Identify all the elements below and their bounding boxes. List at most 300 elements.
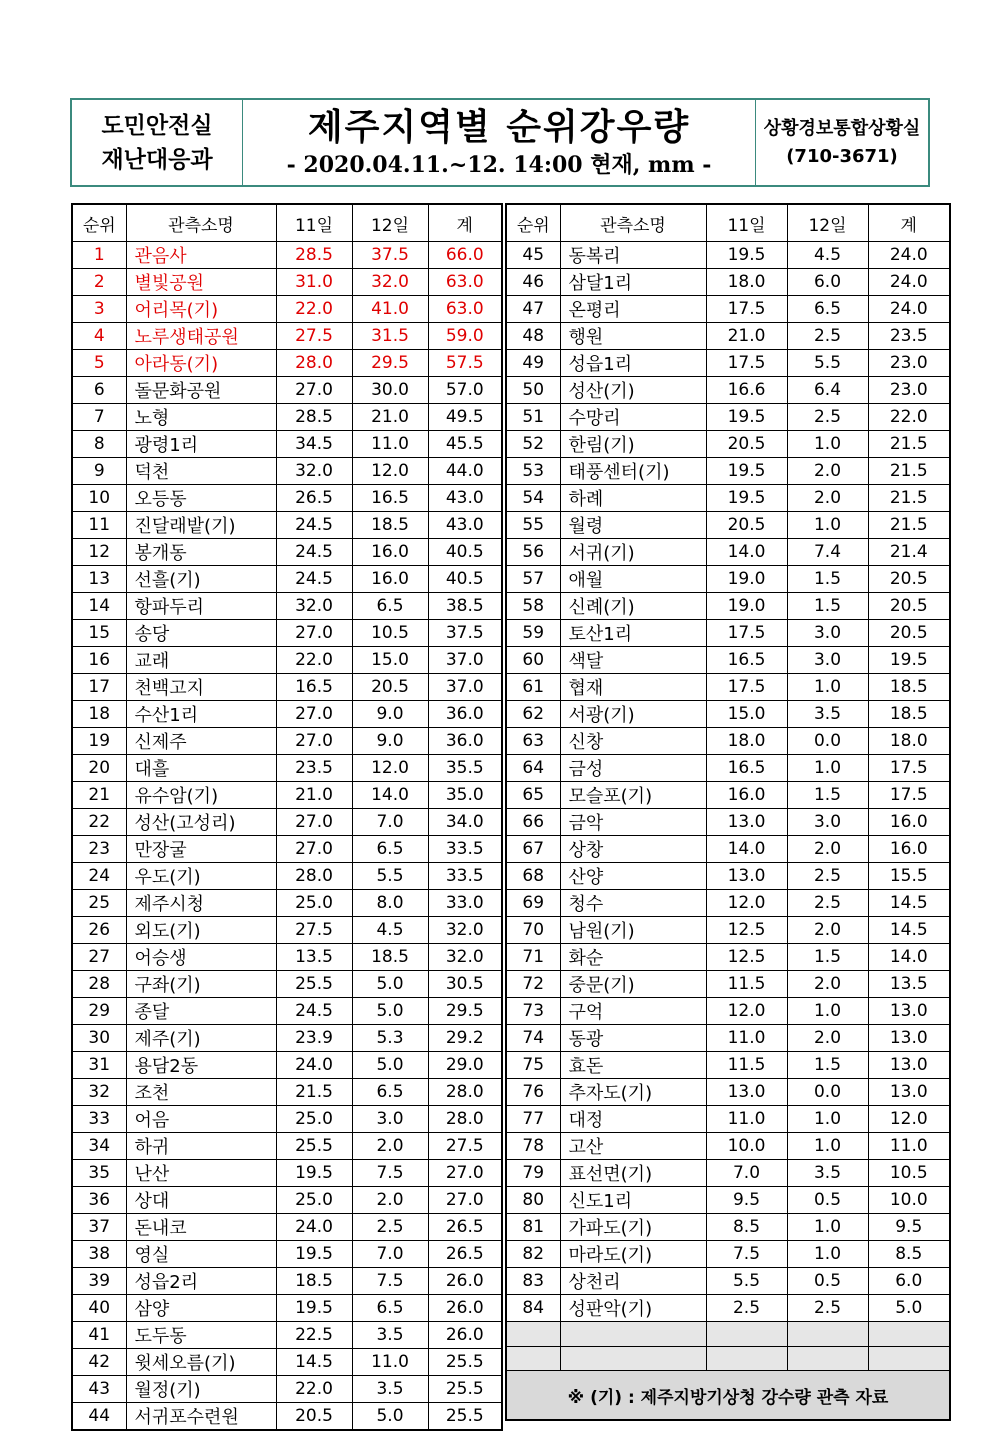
rank-cell: 10 [72,485,126,512]
total-cell: 21.5 [868,431,950,458]
table-row [72,836,502,863]
table-row [506,296,950,323]
total-cell: 5.0 [868,1295,950,1322]
table-row [506,1160,950,1187]
station-name-cell: 금악 [560,809,706,836]
table-row [506,1187,950,1214]
rank-cell: 7 [72,404,126,431]
station-name-cell: 돌문화공원 [126,377,276,404]
total-cell: 32.0 [428,944,502,971]
total-cell: 29.5 [428,998,502,1025]
total-cell: 63.0 [428,296,502,323]
table-row [506,728,950,755]
station-name-cell: 고산 [560,1133,706,1160]
rank-cell: 52 [506,431,560,458]
table-row [506,323,950,350]
day11-cell: 28.5 [276,404,352,431]
total-cell: 25.5 [428,1349,502,1376]
rank-cell: 14 [72,593,126,620]
department-line-1: 도민안전실 [101,112,213,139]
total-cell: 35.0 [428,782,502,809]
department-line-2: 재난대응과 [101,146,213,173]
rank-cell: 70 [506,917,560,944]
day11-cell: 27.0 [276,809,352,836]
rank-cell: 44 [72,1403,126,1431]
rainfall-table-left [71,203,503,1431]
table-row [506,647,950,674]
total-cell: 6.0 [868,1268,950,1295]
day11-cell: 19.5 [706,485,787,512]
table-row [72,674,502,701]
total-cell: 10.5 [868,1160,950,1187]
day11-cell: 12.0 [706,890,787,917]
day11-cell: 26.5 [276,485,352,512]
rank-cell: 66 [506,809,560,836]
day12-cell: 5.5 [787,350,868,377]
station-name-cell: 남원(기) [560,917,706,944]
total-cell: 57.0 [428,377,502,404]
day11-cell: 27.5 [276,323,352,350]
day12-cell: 32.0 [352,269,428,296]
day12-cell: 2.5 [787,1295,868,1322]
rank-cell: 42 [72,1349,126,1376]
table-row [506,701,950,728]
total-cell: 21.5 [868,458,950,485]
station-name-cell: 하례 [560,485,706,512]
station-name-cell: 상천리 [560,1268,706,1295]
table-row [506,458,950,485]
day12-cell: 2.0 [352,1133,428,1160]
table-row [72,1241,502,1268]
table-row [506,1025,950,1052]
table-row [506,242,950,269]
day11-cell: 12.0 [706,998,787,1025]
day12-cell: 1.0 [787,755,868,782]
day12-cell: 7.5 [352,1160,428,1187]
day12-cell: 3.0 [787,647,868,674]
day11-cell: 18.5 [276,1268,352,1295]
day12-cell: 2.0 [787,458,868,485]
day11-cell: 21.5 [276,1079,352,1106]
empty-cell [706,1322,787,1347]
station-name-cell: 외도(기) [126,917,276,944]
total-cell: 18.0 [868,728,950,755]
day12-cell: 3.5 [787,701,868,728]
rank-cell: 80 [506,1187,560,1214]
rank-cell: 34 [72,1133,126,1160]
day11-cell: 27.0 [276,701,352,728]
table-row [72,539,502,566]
rank-cell: 23 [72,836,126,863]
table-row [506,782,950,809]
day11-cell: 13.5 [276,944,352,971]
day11-cell: 16.5 [706,755,787,782]
station-name-cell: 관음사 [126,242,276,269]
total-cell: 13.0 [868,1025,950,1052]
day11-cell: 27.0 [276,836,352,863]
day11-cell: 12.5 [706,917,787,944]
station-name-cell: 삼양 [126,1295,276,1322]
station-name-cell: 추자도(기) [560,1079,706,1106]
total-cell: 28.0 [428,1106,502,1133]
day11-cell: 23.5 [276,755,352,782]
day12-cell: 21.0 [352,404,428,431]
day11-cell: 13.0 [706,809,787,836]
day12-cell: 1.0 [787,674,868,701]
station-name-cell: 서광(기) [560,701,706,728]
total-cell: 33.5 [428,863,502,890]
station-name-cell: 항파두리 [126,593,276,620]
day12-cell: 2.5 [787,890,868,917]
total-cell: 25.5 [428,1403,502,1431]
day12-cell: 1.5 [787,1052,868,1079]
rank-cell: 20 [72,755,126,782]
total-cell: 21.4 [868,539,950,566]
total-cell: 16.0 [868,809,950,836]
rainfall-table-right [505,203,951,1421]
day11-cell: 25.0 [276,1106,352,1133]
station-name-cell: 만장굴 [126,836,276,863]
total-cell: 18.5 [868,674,950,701]
total-cell: 26.0 [428,1322,502,1349]
rank-cell: 27 [72,944,126,971]
rank-cell: 62 [506,701,560,728]
day12-cell: 7.0 [352,809,428,836]
day12-cell: 15.0 [352,647,428,674]
rank-cell: 30 [72,1025,126,1052]
day12-cell: 6.5 [352,1295,428,1322]
station-name-cell: 제주시청 [126,890,276,917]
station-name-cell: 태풍센터(기) [560,458,706,485]
rank-cell: 25 [72,890,126,917]
table-row [72,1403,502,1431]
rank-cell: 58 [506,593,560,620]
station-name-cell: 청수 [560,890,706,917]
station-name-cell: 천백고지 [126,674,276,701]
station-name-cell: 금성 [560,755,706,782]
rank-cell: 9 [72,458,126,485]
station-name-cell: 동복리 [560,242,706,269]
total-cell: 9.5 [868,1214,950,1241]
table-header-row [506,204,950,242]
day12-cell: 9.0 [352,701,428,728]
day11-cell: 22.0 [276,647,352,674]
empty-cell [868,1346,950,1371]
empty-cell [560,1346,706,1371]
station-name-cell: 구억 [560,998,706,1025]
rank-cell: 19 [72,728,126,755]
rank-cell: 71 [506,944,560,971]
day12-cell: 0.5 [787,1187,868,1214]
day12-cell: 1.0 [787,1106,868,1133]
page-title: 제주지역별 순위강우량 [307,106,691,148]
table-row [72,1025,502,1052]
total-cell: 44.0 [428,458,502,485]
station-name-cell: 효돈 [560,1052,706,1079]
rank-cell: 39 [72,1268,126,1295]
station-name-cell: 산양 [560,863,706,890]
day11-cell: 17.5 [706,296,787,323]
day12-cell: 2.5 [352,1214,428,1241]
empty-row [506,1346,950,1371]
rank-cell: 76 [506,1079,560,1106]
station-name-cell: 종달 [126,998,276,1025]
day12-cell: 29.5 [352,350,428,377]
rank-cell: 28 [72,971,126,998]
table-row [506,971,950,998]
station-name-cell: 진달래밭(기) [126,512,276,539]
total-cell: 20.5 [868,620,950,647]
total-cell: 66.0 [428,242,502,269]
day11-cell: 17.5 [706,674,787,701]
table-row [506,755,950,782]
table-row [506,836,950,863]
total-cell: 45.5 [428,431,502,458]
day11-cell: 19.5 [276,1295,352,1322]
station-name-cell: 월정(기) [126,1376,276,1403]
table-row [72,593,502,620]
rank-cell: 64 [506,755,560,782]
office-phone: (710-3671) [786,145,898,167]
rank-cell: 82 [506,1241,560,1268]
table-row [72,863,502,890]
total-cell: 13.0 [868,998,950,1025]
station-name-cell: 성판악(기) [560,1295,706,1322]
station-name-cell: 월령 [560,512,706,539]
day11-cell: 19.5 [276,1160,352,1187]
station-name-cell: 어승생 [126,944,276,971]
table-row [72,1187,502,1214]
rank-cell: 17 [72,674,126,701]
total-cell: 34.0 [428,809,502,836]
table-row [72,701,502,728]
station-name-cell: 화순 [560,944,706,971]
day11-cell: 19.5 [706,242,787,269]
table-row [72,971,502,998]
day12-cell: 2.0 [787,917,868,944]
day12-cell: 2.0 [787,1025,868,1052]
table-row [72,755,502,782]
table-row [72,1133,502,1160]
station-name-cell: 상창 [560,836,706,863]
rank-cell: 21 [72,782,126,809]
total-cell: 49.5 [428,404,502,431]
total-cell: 10.0 [868,1187,950,1214]
table-row [506,1241,950,1268]
table-row [506,1268,950,1295]
station-name-cell: 아라동(기) [126,350,276,377]
table-row [506,944,950,971]
day12-cell: 1.5 [787,593,868,620]
rank-cell: 78 [506,1133,560,1160]
rank-cell: 57 [506,566,560,593]
day12-cell: 6.5 [352,836,428,863]
table-row [506,404,950,431]
table-row [72,782,502,809]
day11-cell: 31.0 [276,269,352,296]
day11-cell: 20.5 [706,431,787,458]
table-row [72,431,502,458]
station-name-cell: 덕천 [126,458,276,485]
table-row [72,647,502,674]
station-name-cell: 서귀(기) [560,539,706,566]
rank-cell: 15 [72,620,126,647]
total-cell: 38.5 [428,593,502,620]
station-name-cell: 상대 [126,1187,276,1214]
total-cell: 35.5 [428,755,502,782]
day11-cell: 14.5 [276,1349,352,1376]
total-cell: 36.0 [428,701,502,728]
total-cell: 40.5 [428,539,502,566]
day12-cell: 14.0 [352,782,428,809]
total-cell: 8.5 [868,1241,950,1268]
day12-cell: 2.5 [787,863,868,890]
station-name-cell: 애월 [560,566,706,593]
day12-cell: 5.0 [352,971,428,998]
total-cell: 17.5 [868,782,950,809]
empty-cell [868,1322,950,1347]
office-box [756,100,928,185]
station-name-cell: 수망리 [560,404,706,431]
day11-cell: 8.5 [706,1214,787,1241]
table-row [72,512,502,539]
day12-cell: 2.0 [787,971,868,998]
table-row [506,863,950,890]
table-row [72,1268,502,1295]
table-row [72,242,502,269]
day12-cell: 11.0 [352,1349,428,1376]
table-row [506,1295,950,1322]
table-row [72,269,502,296]
rank-cell: 43 [72,1376,126,1403]
rank-cell: 26 [72,917,126,944]
rank-cell: 75 [506,1052,560,1079]
rank-cell: 2 [72,269,126,296]
rank-cell: 55 [506,512,560,539]
total-cell: 63.0 [428,269,502,296]
day11-cell: 11.0 [706,1106,787,1133]
rank-cell: 46 [506,269,560,296]
table-row [72,620,502,647]
station-name-cell: 영실 [126,1241,276,1268]
table-row [506,566,950,593]
rank-cell: 33 [72,1106,126,1133]
day12-cell: 16.0 [352,566,428,593]
day12-cell: 11.0 [352,431,428,458]
day12-cell: 12.0 [352,755,428,782]
station-name-cell: 봉개동 [126,539,276,566]
total-cell: 14.0 [868,944,950,971]
table-row [506,1214,950,1241]
day12-cell: 3.5 [787,1160,868,1187]
col-day11-header: 11일 [276,204,352,242]
rank-cell: 16 [72,647,126,674]
day11-cell: 22.0 [276,1376,352,1403]
table-row [506,1133,950,1160]
rank-cell: 60 [506,647,560,674]
station-name-cell: 어리목(기) [126,296,276,323]
station-name-cell: 성산(기) [560,377,706,404]
day12-cell: 30.0 [352,377,428,404]
table-row [72,1349,502,1376]
empty-cell [787,1322,868,1347]
col-day12-header: 12일 [352,204,428,242]
table-row [72,998,502,1025]
table-header-row [72,204,502,242]
rank-cell: 50 [506,377,560,404]
station-name-cell: 서귀포수련원 [126,1403,276,1431]
total-cell: 57.5 [428,350,502,377]
total-cell: 25.5 [428,1376,502,1403]
day11-cell: 18.0 [706,728,787,755]
day12-cell: 31.5 [352,323,428,350]
table-row [506,1106,950,1133]
table-row [72,1295,502,1322]
rank-cell: 77 [506,1106,560,1133]
day11-cell: 25.5 [276,1133,352,1160]
station-name-cell: 마라도(기) [560,1241,706,1268]
day11-cell: 19.0 [706,593,787,620]
total-cell: 37.0 [428,647,502,674]
table-row [72,1079,502,1106]
station-name-cell: 별빛공원 [126,269,276,296]
day12-cell: 12.0 [352,458,428,485]
station-name-cell: 동광 [560,1025,706,1052]
day11-cell: 16.5 [276,674,352,701]
day11-cell: 16.6 [706,377,787,404]
table-row [72,1214,502,1241]
table-row [72,377,502,404]
rank-cell: 47 [506,296,560,323]
day11-cell: 14.0 [706,539,787,566]
total-cell: 33.0 [428,890,502,917]
day12-cell: 1.0 [787,1214,868,1241]
table-row [506,1052,950,1079]
station-name-cell: 선흘(기) [126,566,276,593]
table-row [72,917,502,944]
station-name-cell: 중문(기) [560,971,706,998]
rank-cell: 41 [72,1322,126,1349]
table-row [72,728,502,755]
table-row [506,377,950,404]
station-name-cell: 대흘 [126,755,276,782]
day11-cell: 24.5 [276,566,352,593]
station-name-cell: 노형 [126,404,276,431]
total-cell: 40.5 [428,566,502,593]
day11-cell: 25.5 [276,971,352,998]
day11-cell: 22.0 [276,296,352,323]
table-row [72,404,502,431]
rank-cell: 68 [506,863,560,890]
total-cell: 12.0 [868,1106,950,1133]
day12-cell: 10.5 [352,620,428,647]
table-row [72,566,502,593]
station-name-cell: 삼달1리 [560,269,706,296]
station-name-cell: 표선면(기) [560,1160,706,1187]
day11-cell: 21.0 [276,782,352,809]
day11-cell: 7.5 [706,1241,787,1268]
rank-cell: 51 [506,404,560,431]
total-cell: 59.0 [428,323,502,350]
day12-cell: 2.5 [787,404,868,431]
empty-row [506,1322,950,1347]
day11-cell: 16.5 [706,647,787,674]
total-cell: 36.0 [428,728,502,755]
table-row [72,296,502,323]
day11-cell: 17.5 [706,620,787,647]
station-name-cell: 구좌(기) [126,971,276,998]
day11-cell: 13.0 [706,863,787,890]
